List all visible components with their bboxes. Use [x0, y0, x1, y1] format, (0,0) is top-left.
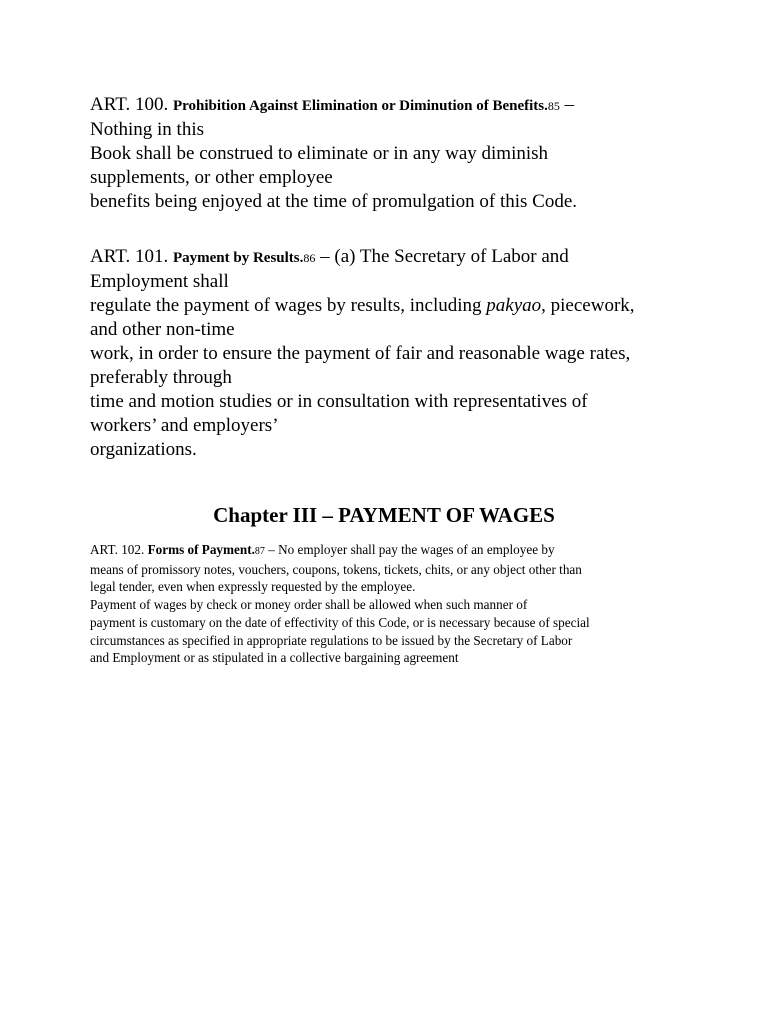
article-100: [90, 93, 670, 214]
body-line: time and motion studies or in consultation with representatives of: [90, 391, 588, 412]
body-line: and other non-time: [90, 319, 235, 340]
body-line: work, in order to ensure the payment of fair and reasonable wage rates,: [90, 343, 631, 364]
body-line: preferably through: [90, 367, 232, 388]
footnote-ref: 85: [547, 99, 560, 113]
body-line: Book shall be construed to eliminate or in any way diminish: [90, 143, 549, 164]
body-line: supplements, or other employee: [90, 167, 333, 188]
article-101: [90, 245, 670, 462]
dash: –: [559, 94, 575, 115]
text-segment: regulate the payment of wages by results, including: [90, 295, 487, 316]
body-line: benefits being enjoyed at the time of promulgation of this Code.: [90, 191, 578, 212]
article-101-title-line: [90, 245, 670, 270]
article-heading: Forms of Payment.: [147, 542, 255, 557]
article-102: [90, 541, 680, 667]
body-line: Nothing in this: [90, 119, 205, 140]
body-line: legal tender, even when expressly requested by the employee.: [90, 579, 416, 595]
body-line: means of promissory notes, vouchers, coupons, tokens, tickets, chits, or any object other than: [90, 561, 582, 577]
article-number: ART. 102.: [90, 542, 145, 557]
chapter-heading: Chapter III – PAYMENT OF WAGES: [213, 503, 555, 527]
article-heading: Payment by Results.: [172, 250, 304, 266]
italic-term: pakyao: [486, 295, 542, 316]
body-line: Payment of wages by check or money order shall be allowed when such manner of: [90, 597, 528, 613]
body-line-with-italic: [90, 294, 670, 318]
title-line-rest: – (a) The Secretary of Labor and: [315, 246, 569, 267]
body-line: payment is customary on the date of effectivity of this Code, or is necessary because of special: [90, 614, 590, 630]
body-line: circumstances as specified in appropriate regulations to be issued by the Secretary of Labor: [90, 632, 573, 648]
body-line: workers’ and employers’: [90, 415, 279, 436]
article-number: ART. 100.: [90, 94, 169, 115]
article-heading: Prohibition Against Elimination or Diminution of Benefits.: [172, 98, 548, 114]
text-segment: , piecework,: [541, 295, 635, 316]
footnote-ref: 87: [254, 546, 265, 557]
article-number: ART. 101.: [90, 246, 169, 267]
article-102-title-line: [90, 541, 680, 561]
title-line-rest: – No employer shall pay the wages of an employee by: [264, 542, 555, 557]
body-line: and Employment or as stipulated in a collective bargaining agreement: [90, 650, 459, 666]
body-line: Employment shall: [90, 271, 229, 292]
article-100-title-line: [90, 93, 670, 118]
footnote-ref: 86: [303, 251, 316, 265]
body-line: organizations.: [90, 439, 197, 460]
